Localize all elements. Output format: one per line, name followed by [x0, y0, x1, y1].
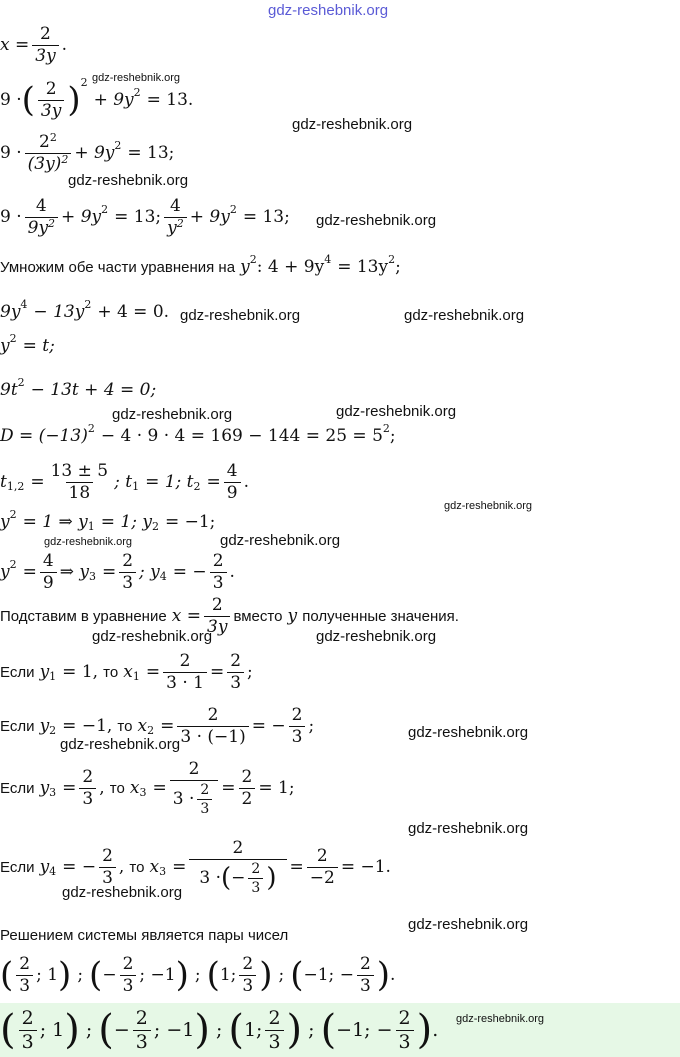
var: x: [123, 662, 133, 682]
left-paren: (: [206, 955, 220, 995]
denominator: 3: [79, 788, 96, 808]
equals: = −: [62, 857, 97, 877]
denominator: 3: [119, 572, 136, 592]
term: ; 1: [36, 965, 59, 985]
minus: −: [102, 965, 117, 985]
term: + 9y: [74, 143, 115, 163]
watermark: gdz-reshebnik.org: [44, 536, 133, 548]
rhs: = 13.: [146, 90, 194, 110]
watermark-top: gdz-reshebnik.org: [268, 2, 389, 19]
equals: =: [289, 857, 304, 877]
numerator: 2: [212, 550, 224, 571]
term: x =: [171, 606, 202, 626]
term: = 1; y: [100, 512, 152, 532]
fraction: [307, 845, 338, 888]
subscript: 2: [147, 723, 155, 737]
fraction: [48, 460, 112, 503]
denominator: 3: [357, 975, 374, 995]
denominator: 3 · (−1): [177, 726, 248, 746]
right-paren: ): [259, 955, 273, 995]
power: 2: [61, 152, 69, 166]
equation-line-14: [0, 648, 253, 696]
separator: ;: [215, 1019, 223, 1041]
fraction: [224, 460, 241, 503]
right-paren: ): [64, 1007, 80, 1053]
watermark: gdz-reshebnik.org: [408, 724, 529, 741]
var: y: [0, 562, 10, 582]
denominator: 3: [197, 799, 212, 816]
rhs: − 13t + 4 = 0;: [30, 380, 157, 400]
watermark: gdz-reshebnik.org: [408, 916, 529, 933]
denominator: 3: [19, 1030, 37, 1052]
term: : 4 + 9y: [256, 257, 325, 277]
left-paren: (: [228, 1007, 244, 1053]
term: + 9y: [61, 207, 102, 227]
value: = −1,: [62, 716, 113, 736]
var-x: x: [0, 35, 10, 55]
equals: =: [15, 35, 30, 55]
power: 2: [80, 75, 88, 89]
numerator: 2: [188, 758, 200, 779]
term: −1; −: [336, 1019, 393, 1041]
numerator: 2: [316, 845, 328, 866]
numerator: 2: [232, 837, 244, 858]
text: полученные значения.: [302, 607, 459, 625]
denominator: 3: [265, 1030, 283, 1052]
rhs: = −1;: [164, 512, 216, 532]
fraction: [38, 78, 64, 121]
coef: 9 ·: [0, 207, 22, 227]
rhs: + 4 = 0.: [97, 302, 170, 322]
power: 2: [382, 421, 390, 435]
power: 2: [17, 375, 25, 389]
subscript: 1: [49, 669, 57, 683]
equals: =: [152, 778, 167, 798]
subscript: 3: [159, 864, 167, 878]
subscript: 1: [132, 479, 140, 493]
separator: ;: [77, 965, 84, 985]
watermark: gdz-reshebnik.org: [60, 736, 181, 753]
left-paren: (: [98, 1007, 114, 1053]
fraction: [396, 1006, 414, 1053]
punct: .: [61, 35, 68, 55]
numerator: 2: [122, 550, 134, 571]
minus: −: [113, 1019, 130, 1041]
watermark: gdz-reshebnik.org: [316, 628, 437, 645]
right-paren: ): [286, 1007, 303, 1053]
subscript: 4: [49, 864, 57, 878]
fraction: [170, 758, 219, 817]
text: Если: [0, 858, 35, 876]
left-paren: (: [89, 955, 103, 995]
equation-line-3: [0, 130, 174, 176]
denominator-part: 3 ·: [199, 867, 222, 888]
numerator: 2: [211, 594, 223, 615]
power: 2: [87, 421, 95, 435]
numerator: 2: [102, 845, 113, 866]
term: ; t: [114, 472, 133, 492]
subscript: 1: [87, 519, 95, 533]
minus: −: [231, 867, 246, 888]
equals: =: [22, 562, 37, 582]
watermark: gdz-reshebnik.org: [180, 307, 301, 324]
text: то: [103, 663, 119, 681]
left-paren: (: [0, 1007, 16, 1053]
text: то: [117, 717, 133, 735]
var-y: y: [240, 257, 250, 277]
watermark: gdz-reshebnik.org: [92, 72, 181, 84]
equals: =: [30, 472, 45, 492]
denominator: y: [167, 217, 177, 238]
numerator: 2: [241, 766, 253, 787]
fraction: [32, 23, 58, 66]
term: = 1; t: [145, 472, 194, 492]
numerator: 4: [42, 550, 54, 571]
punct: ;: [389, 426, 396, 446]
fraction: [40, 550, 57, 593]
left-paren: (: [21, 80, 35, 120]
term: 9y: [0, 302, 21, 322]
equation-line-9: [0, 422, 396, 450]
text: Если: [0, 779, 35, 797]
left-paren: (: [0, 955, 14, 995]
watermark: gdz-reshebnik.org: [404, 307, 525, 324]
equals: =: [62, 778, 77, 798]
power: 2: [9, 331, 17, 345]
subscript: 4: [159, 569, 167, 583]
numerator: 2: [179, 650, 191, 671]
watermark: gdz-reshebnik.org: [408, 820, 529, 837]
left-paren: (: [320, 1007, 337, 1053]
power: 2: [114, 138, 122, 152]
subscript: 3: [88, 569, 96, 583]
var: t: [0, 472, 7, 492]
term: −1; −: [303, 965, 354, 985]
var-y: y: [287, 606, 298, 626]
text: то: [129, 858, 145, 876]
fraction: [227, 650, 244, 693]
watermark: gdz-reshebnik.org: [444, 500, 533, 512]
separator: ;: [308, 1019, 315, 1041]
denominator: 18: [66, 482, 94, 502]
term: − 13y: [33, 302, 85, 322]
numerator: 2: [21, 1006, 34, 1029]
right-paren: ): [376, 955, 391, 995]
power: 4: [20, 297, 28, 311]
term: y: [0, 336, 10, 356]
term: ; y: [139, 562, 160, 582]
right-paren: ): [266, 863, 277, 893]
denominator: 3: [99, 867, 116, 887]
numerator: 2: [40, 23, 51, 44]
separator: ;: [85, 1019, 93, 1041]
fraction: [133, 1006, 151, 1053]
equation-line-8: [0, 376, 156, 404]
equals: =: [209, 662, 225, 682]
denominator-part: 3 ·: [172, 788, 195, 809]
denominator: 3: [16, 975, 33, 995]
equals: =: [172, 857, 187, 877]
text-line-18: [0, 924, 288, 946]
denominator: 3y: [38, 100, 64, 120]
denominator: 3: [210, 572, 227, 592]
denominator: 9y: [27, 217, 49, 238]
text: Если: [0, 717, 35, 735]
subscript: 3: [139, 785, 147, 799]
equals: =: [206, 472, 221, 492]
power: 2: [49, 130, 57, 144]
fraction: [25, 130, 72, 174]
fraction: [79, 766, 96, 809]
answer-box: [0, 1003, 680, 1057]
equation-line-4: [0, 192, 290, 242]
fraction: [16, 953, 33, 996]
equals: =: [101, 562, 117, 582]
coef: 9 ·: [0, 143, 22, 163]
power: 2: [9, 557, 17, 571]
punct: ;: [395, 257, 401, 277]
answer-line-highlighted: [0, 1003, 438, 1057]
subscript: 2: [151, 519, 159, 533]
punct: ;: [308, 716, 315, 736]
separator: ;: [194, 965, 201, 985]
text: Если: [0, 663, 35, 681]
term: 9t: [0, 380, 18, 400]
var: y: [39, 662, 50, 682]
punct: .: [243, 472, 249, 492]
term: = 1 ⇒ y: [22, 512, 88, 532]
equation-line-16: [0, 756, 295, 820]
fraction: [163, 650, 207, 693]
answer-line-plain: [0, 948, 395, 1002]
term: 1;: [219, 965, 237, 985]
numerator: 13 ± 5: [50, 460, 109, 481]
term: 1;: [243, 1019, 263, 1041]
var: x: [149, 857, 160, 877]
equals: =: [221, 778, 236, 798]
watermark: gdz-reshebnik.org: [316, 212, 437, 229]
rhs: = t;: [22, 336, 55, 356]
equation-line-10: [0, 458, 249, 506]
right-paren: ): [194, 1007, 210, 1053]
numerator: 2: [207, 704, 219, 725]
coef: 9 ·: [0, 90, 22, 110]
term: + 9y: [93, 90, 134, 110]
equals: =: [145, 662, 161, 682]
var: y: [0, 512, 10, 532]
denominator: 3: [227, 672, 244, 692]
subscript: 1,2: [6, 479, 25, 493]
rhs: = −1.: [340, 857, 391, 877]
fraction: [210, 550, 227, 593]
power: 2: [48, 216, 56, 230]
power: 2: [249, 252, 257, 266]
separator: ;: [278, 965, 285, 985]
subscript: 1: [132, 669, 140, 683]
punct: ;: [247, 662, 253, 682]
subscript: 2: [193, 479, 201, 493]
text: Решением системы является пары чисел: [0, 926, 289, 944]
subscript: 3: [49, 785, 57, 799]
value: = 1,: [62, 662, 99, 682]
equation-line-1: [0, 22, 67, 68]
punct: ,: [118, 857, 125, 877]
power: 2: [133, 85, 141, 99]
term: ; −1: [139, 965, 176, 985]
fraction: [197, 783, 212, 816]
numerator: 2: [268, 1006, 281, 1029]
denominator: 3: [248, 878, 263, 895]
term: ; −1: [153, 1019, 195, 1041]
numerator: 2: [82, 766, 94, 787]
denominator: 3y: [204, 616, 230, 636]
power: 2: [101, 202, 109, 216]
watermark: gdz-reshebnik.org: [62, 884, 183, 901]
denominator: 3 · 1: [163, 672, 207, 692]
denominator: 3: [396, 1030, 414, 1052]
numerator: 2: [19, 953, 31, 974]
fraction: [177, 704, 248, 747]
text-line-5: [0, 252, 401, 282]
term: D = (−13): [0, 426, 88, 446]
numerator: 4: [170, 195, 181, 216]
term: − 4 · 9 · 4 = 169 − 144 = 25 = 5: [100, 426, 383, 446]
left-paren: (: [221, 863, 232, 893]
fraction: [265, 1006, 283, 1053]
numerator: 2: [135, 1006, 148, 1029]
denominator: (3y): [27, 153, 62, 174]
equation-line-7: [0, 332, 55, 360]
equals: =: [160, 716, 175, 736]
numerator: 2: [230, 650, 242, 671]
subscript: 2: [49, 723, 57, 737]
punct: .: [390, 965, 396, 985]
power: 2: [229, 202, 237, 216]
numerator: 2: [45, 78, 57, 99]
rhs: = 13;: [127, 143, 175, 163]
equals: = −: [251, 716, 286, 736]
right-paren: ): [416, 1007, 433, 1053]
term: + 9y: [189, 207, 230, 227]
equals: = −: [172, 562, 207, 582]
denominator: 3: [133, 1030, 151, 1052]
power: 2: [84, 297, 92, 311]
text: вместо: [233, 607, 283, 625]
var: y: [39, 716, 50, 736]
fraction: [289, 704, 306, 747]
numerator: 2: [398, 1006, 411, 1029]
watermark: gdz-reshebnik.org: [336, 403, 457, 420]
denominator: 3: [239, 975, 256, 995]
rhs: = 13;: [114, 207, 162, 227]
text: Умножим обе части уравнения на: [0, 258, 236, 276]
power: 4: [324, 252, 332, 266]
numerator: 2: [39, 131, 50, 152]
text: то: [109, 779, 125, 797]
punct: .: [229, 562, 235, 582]
fraction: [239, 953, 256, 996]
equation-line-6: [0, 298, 169, 326]
fraction: [189, 837, 286, 896]
denominator: 2: [239, 788, 256, 808]
left-paren: (: [290, 955, 304, 995]
fraction: [99, 845, 116, 888]
numerator: 2: [200, 781, 210, 798]
numerator: 4: [35, 195, 47, 216]
numerator: 2: [122, 953, 134, 974]
equation-line-11: [0, 508, 215, 536]
numerator: 2: [291, 704, 303, 725]
watermark: gdz-reshebnik.org: [292, 116, 413, 133]
watermark: gdz-reshebnik.org: [456, 1013, 545, 1025]
watermark: gdz-reshebnik.org: [220, 532, 341, 549]
text: Подставим в уравнение: [0, 607, 167, 625]
fraction: [19, 1006, 37, 1053]
punct: .: [432, 1019, 439, 1041]
denominator: −2: [307, 867, 338, 887]
right-paren: ): [67, 80, 81, 120]
fraction: [248, 862, 263, 895]
var: y: [39, 857, 50, 877]
term: ⇒ y: [59, 562, 89, 582]
term: ; 1: [39, 1019, 65, 1041]
denominator: 3: [289, 726, 306, 746]
numerator: 4: [226, 460, 238, 481]
power: 2: [9, 507, 17, 521]
watermark: gdz-reshebnik.org: [68, 172, 189, 189]
rhs: = 13y: [337, 257, 389, 277]
numerator: 2: [251, 860, 261, 877]
fraction: [119, 550, 136, 593]
rhs: = 1;: [258, 778, 295, 798]
rhs: = 13;: [242, 207, 290, 227]
numerator: 2: [242, 953, 254, 974]
power: 2: [388, 252, 396, 266]
fraction: [120, 953, 137, 996]
equation-line-12: [0, 548, 235, 596]
power: 2: [176, 216, 184, 230]
fraction: [357, 953, 374, 996]
numerator: 2: [359, 953, 371, 974]
denominator: 9: [40, 572, 57, 592]
equation-line-17: [0, 832, 391, 902]
denominator: 3: [120, 975, 137, 995]
fraction: [164, 195, 187, 238]
right-paren: ): [175, 955, 189, 995]
var: x: [129, 778, 140, 798]
punct: ,: [99, 778, 105, 798]
var: x: [137, 716, 148, 736]
denominator: 9: [224, 482, 241, 502]
fraction: [25, 195, 58, 238]
watermark: gdz-reshebnik.org: [112, 406, 233, 423]
var: y: [39, 778, 50, 798]
denominator: 3y: [32, 45, 58, 65]
watermark: gdz-reshebnik.org: [92, 628, 213, 645]
right-paren: ): [58, 955, 72, 995]
fraction: [239, 766, 256, 809]
